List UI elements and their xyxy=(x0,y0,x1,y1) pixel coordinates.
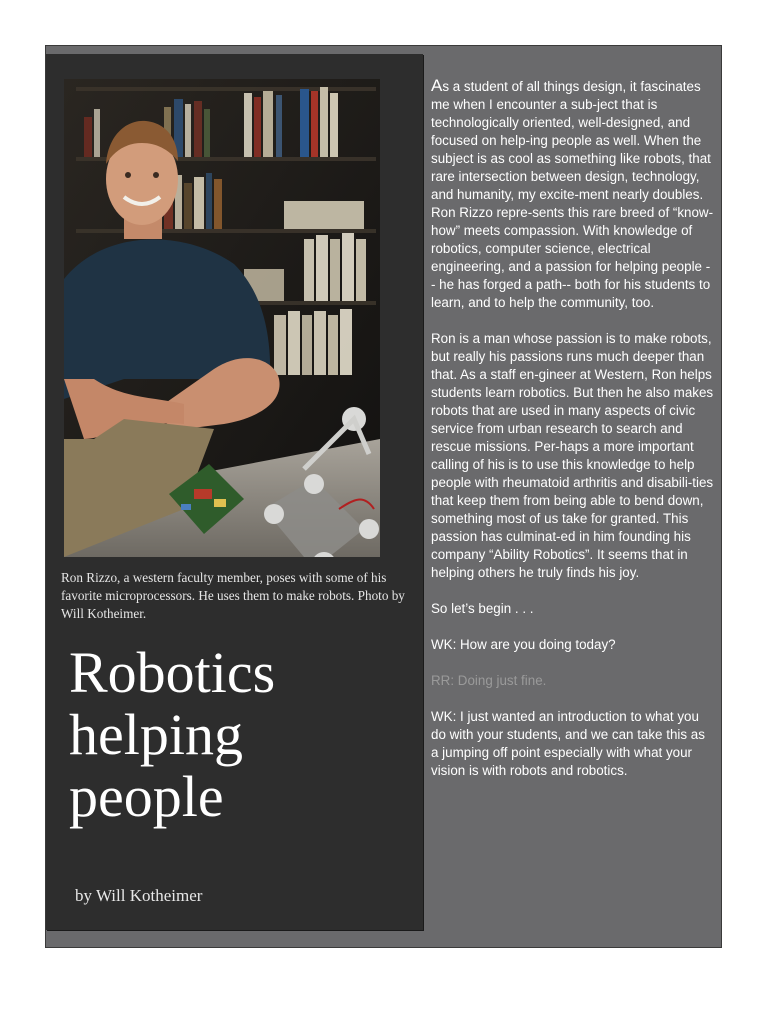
byline: by Will Kotheimer xyxy=(75,886,203,905)
paragraph-profile: Ron is a man whose passion is to make robots, but really his passions runs much deeper than that. As a staff en-gineer at Western, Ron helps students learn robotics. But then he also makes robots that are used in many aspects of civic service from urban research to search and rescue missions. Per-haps a more important calling of his is to use this knowledge to help people with rheumatoid arthritis and disabili-ties that keep them from being able to bend down, something most of us take for granted. This passion has culminat-ed in him founding his company “Ability Robotics”. It seems that in helping others he truly finds his joy. xyxy=(431,331,714,580)
article-body xyxy=(431,77,714,798)
interview-answer-1: RR: Doing just fine. xyxy=(431,673,547,688)
interview-question-1: WK: How are you doing today? xyxy=(431,637,616,652)
article-title xyxy=(69,642,399,828)
title-line-3: people xyxy=(69,764,224,829)
paragraph-intro-text: s a student of all things design, it fascinates me when I encounter a sub-ject that is technologically oriented, well-designed, and focused on help-ing people as well. When the subject is as cool as something like robots, that rare intersection between design, technology, and humanity, my excite-ment nearly doubles. Ron Rizzo repre-sents this rare breed of “know-how” meets compassion. With knowledge of robotics, computer science, electrical engineering, and a passion for helping people -- he has forged a path-- both for his students to learn, and to help the community, too. xyxy=(431,79,714,310)
title-line-2: helping xyxy=(69,702,243,767)
photo-caption: Ron Rizzo, a western faculty member, poses with some of his favorite microprocessors. He uses them to make robots. Photo by Will Kotheimer. xyxy=(61,570,405,621)
portrait-photo xyxy=(64,79,380,557)
drop-cap: A xyxy=(431,76,443,95)
interview-question-2: WK: I just wanted an introduction to what you do with your students, and we can take this as a jumping off point especially with what your vision is with robots and robotics. xyxy=(431,709,705,778)
title-line-1: Robotics xyxy=(69,640,276,705)
paragraph-intro xyxy=(431,77,714,312)
paragraph-transition: So let’s begin . . . xyxy=(431,601,534,616)
photo-icon xyxy=(64,79,380,557)
